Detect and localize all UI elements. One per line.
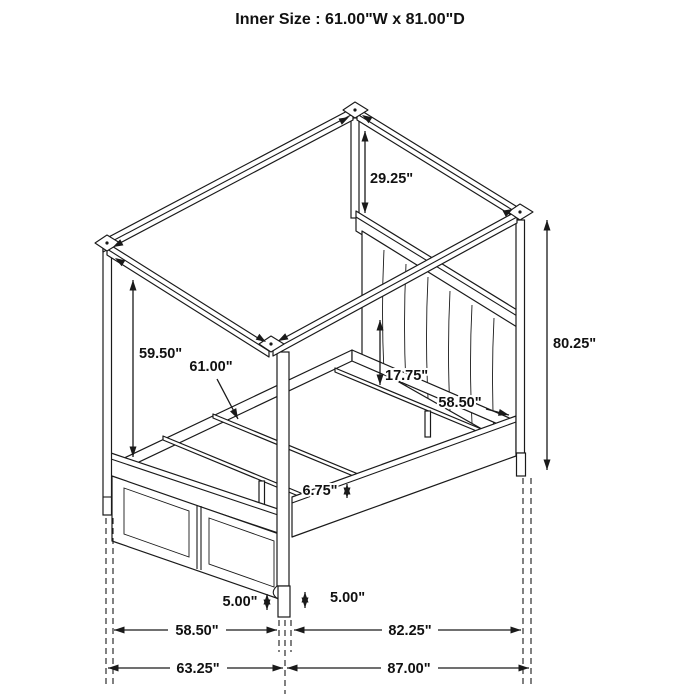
dimension-label-overall-height: 80.25" xyxy=(553,336,597,352)
dimension-foot-front xyxy=(222,594,267,610)
dimension-label-width-inner: 58.50" xyxy=(175,623,219,639)
dimension-label-canopy-drop: 29.25" xyxy=(370,171,414,187)
dimension-overall-height xyxy=(547,220,596,470)
dimension-label-depth-overall: 87.00" xyxy=(387,661,431,677)
inner-size-title: Inner Size : 61.00"W x 81.00"D xyxy=(235,11,465,28)
dimension-foot-side xyxy=(305,590,365,608)
bed-post-rear xyxy=(351,118,359,218)
dimension-row-overall xyxy=(108,661,529,677)
dimension-label-post-clearance: 59.50" xyxy=(139,346,183,362)
dimension-label-inner-width: 61.00" xyxy=(189,359,233,375)
dimension-label-foot-front: 5.00" xyxy=(222,594,258,610)
dimension-label-depth-inner: 82.25" xyxy=(388,623,432,639)
bed-post-right xyxy=(516,220,526,476)
dimension-post-clearance xyxy=(133,280,182,457)
dimension-label-side-rail: 58.50" xyxy=(438,395,482,411)
dimension-label-width-overall: 63.25" xyxy=(176,661,220,677)
footboard xyxy=(108,452,287,601)
dimension-label-foot-side: 5.00" xyxy=(330,590,366,606)
dimension-label-slat-leg: 6.75" xyxy=(302,483,338,499)
bed-post-left xyxy=(103,248,112,515)
left-side-rail xyxy=(120,350,352,471)
dimension-label-deck-height: 17.75" xyxy=(385,368,429,384)
dimension-row-inner xyxy=(114,623,521,639)
